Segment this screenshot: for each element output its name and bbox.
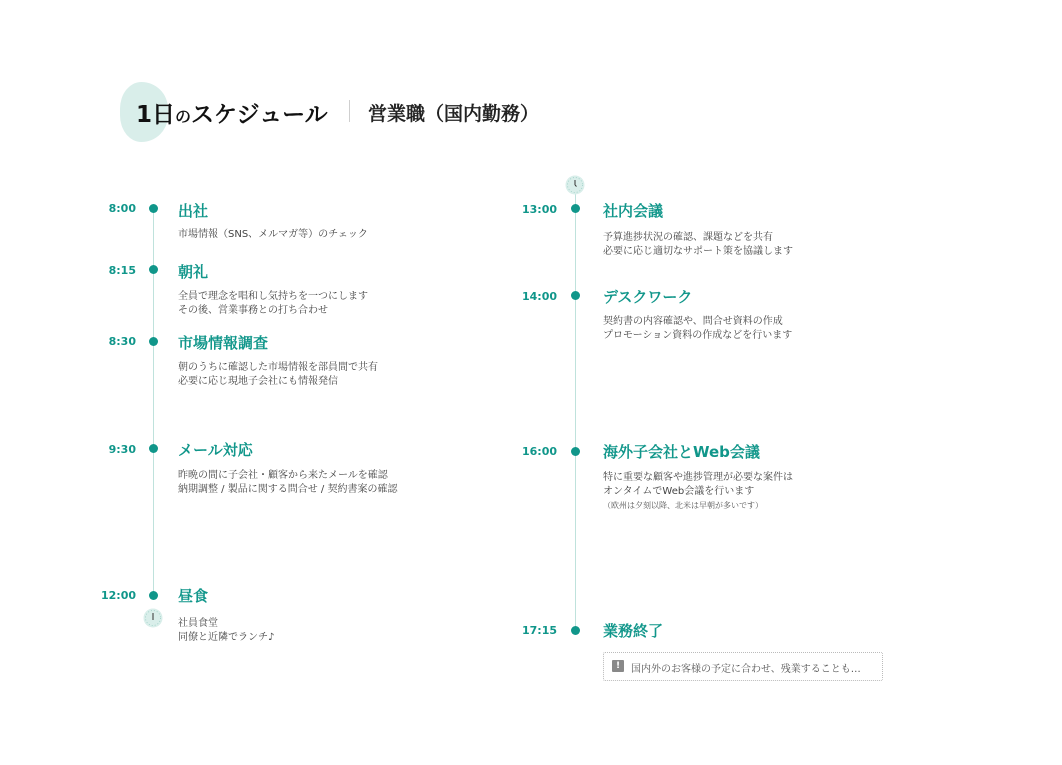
item-time: 8:15 (108, 264, 136, 277)
description-note: （欧州は夕刻以降、北米は早朝が多いです） (603, 501, 763, 510)
title-part-day: 1日 (136, 102, 176, 128)
item-title: 昼食 (178, 587, 209, 605)
item-time: 16:00 (521, 445, 557, 458)
description-line: その後、営業事務との打ち合わせ (178, 305, 328, 316)
description-line: 契約書の内容確認や、問合せ資料の作成 (603, 316, 783, 327)
description-line: 必要に応じ現地子会社にも情報発信 (178, 376, 338, 387)
description-line: 全員で理念を唱和し気持ちを一つにします (178, 291, 368, 302)
item-time: 8:30 (108, 335, 136, 348)
item-title: 海外子会社とWeb会議 (603, 443, 760, 461)
item-title: メール対応 (178, 441, 253, 459)
timeline-dot (571, 204, 580, 213)
item-title: デスクワーク (603, 288, 693, 306)
page-subtitle: 営業職（国内勤務） (368, 103, 540, 125)
item-time: 13:00 (521, 203, 557, 216)
item-description (603, 231, 793, 259)
item-title: 朝礼 (178, 263, 209, 281)
description-line: 社員食堂 (178, 618, 218, 629)
description-line: プロモーション資料の作成などを行います (603, 330, 793, 341)
item-title: 市場情報調査 (178, 334, 269, 352)
description-line: 必要に応じ適切なサポート策を協議します (603, 246, 793, 257)
timeline-right-line (575, 194, 576, 630)
item-time: 12:00 (100, 589, 136, 602)
item-time: 17:15 (521, 624, 557, 637)
notice-text: 国内外のお客様の予定に合わせ、残業することも… (631, 664, 861, 675)
item-description (603, 315, 792, 343)
description-line: 同僚と近隣でランチ♪ (178, 632, 275, 643)
description-line: 市場情報（SNS、メルマガ等）のチェック (178, 229, 368, 240)
item-description (603, 471, 793, 513)
item-title: 業務終了 (603, 622, 664, 640)
item-time: 14:00 (521, 290, 557, 303)
timeline-dot (571, 626, 580, 635)
timeline-dot (571, 447, 580, 456)
item-time: 8:00 (108, 202, 136, 215)
item-time: 9:30 (108, 443, 136, 456)
overtime-notice (603, 652, 883, 681)
description-line: 特に重要な顧客や進捗管理が必要な案件は (603, 472, 793, 483)
description-line: 昨晩の間に子会社・顧客から来たメールを確認 (178, 470, 388, 481)
item-title: 出社 (178, 202, 209, 220)
exclamation-icon: ! (612, 660, 624, 672)
description-line: 納期調整 / 製品に関する問合せ / 契約書案の確認 (178, 484, 398, 495)
timeline-dot (571, 291, 580, 300)
clock-icon (565, 175, 585, 195)
item-title: 社内会議 (603, 202, 664, 220)
title-part-no: の (175, 107, 192, 126)
description-line: 予算進捗状況の確認、課題などを共有 (603, 232, 773, 243)
title-part-schedule: スケジュール (191, 102, 328, 128)
description-line: オンタイムでWeb会議を行います (603, 486, 755, 497)
description-line: 朝のうちに確認した市場情報を部員間で共有 (178, 362, 378, 373)
